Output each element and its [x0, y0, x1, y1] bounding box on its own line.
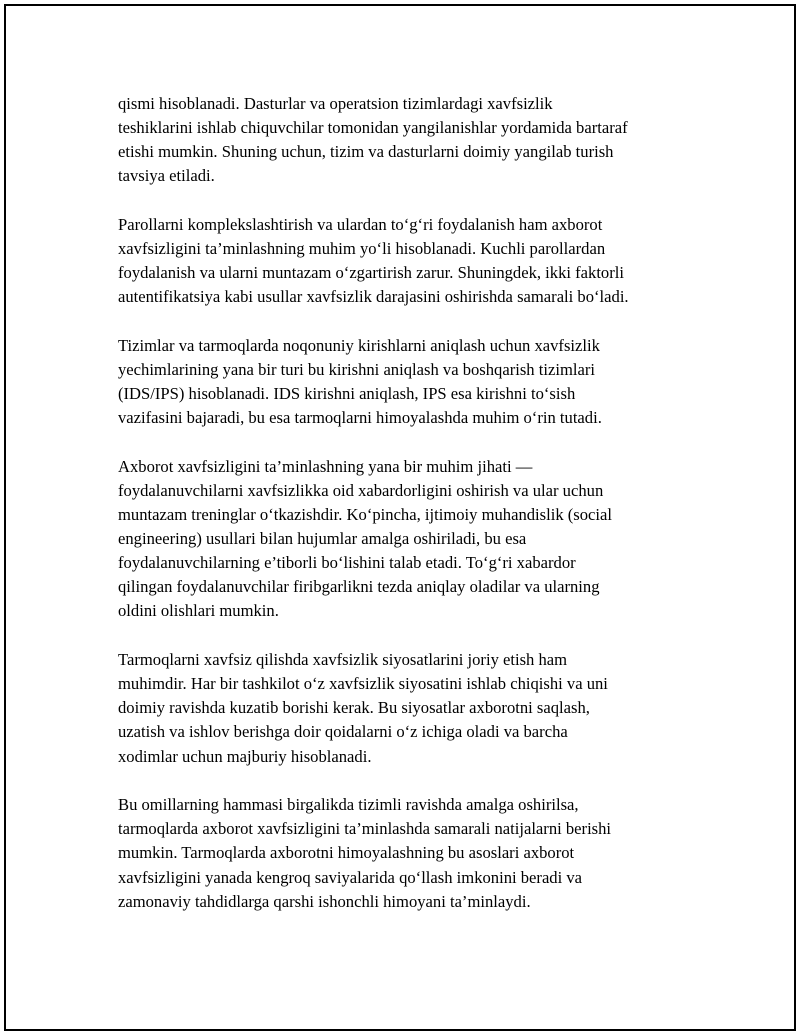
text-line: tavsiya etiladi. [118, 166, 215, 186]
text-line: xavfsizligini ta’minlashning muhim yo‘li hisoblanadi. Kuchli parollardan [118, 239, 606, 259]
paragraph-security-policies [118, 648, 678, 768]
text-line: zamonaviy tahdidlarga qarshi ishonchli himoyani ta’minlaydi. [118, 891, 531, 911]
text-line: vazifasini bajaradi, bu esa tarmoqlarni himoyalashda muhim o‘rin tutadi. [118, 408, 602, 428]
text-line: uzatish va ishlov berishga doir qoidalarni o‘z ichiga oladi va barcha [118, 722, 568, 742]
text-line: muhimdir. Har bir tashkilot o‘z xavfsizlik siyosatini ishlab chiqishi va uni [118, 674, 608, 694]
text-line: doimiy ravishda kuzatib borishi kerak. Bu siyosatlar axborotni saqlash, [118, 698, 590, 718]
paragraph-user-awareness [118, 455, 678, 624]
text-line: tarmoqlarda axborot xavfsizligini ta’minlashda samarali natijalarni berishi [118, 819, 612, 839]
paragraph-passwords [118, 213, 678, 309]
paragraph-ids-ips [118, 334, 678, 430]
text-line: autentifikatsiya kabi usullar xavfsizlik darajasini oshirishda samarali bo‘ladi. [118, 287, 629, 307]
text-line: foydalanuvchilarning e’tiborli bo‘lishini talab etadi. To‘g‘ri xabardor [118, 553, 576, 573]
text-line: xavfsizligini yanada kengroq saviyalarida qo‘llash imkonini beradi va [118, 867, 583, 887]
text-line: Tizimlar va tarmoqlarda noqonuniy kirishlarni aniqlash uchun xavfsizlik [118, 335, 600, 355]
text-line: oldini olishlari mumkin. [118, 601, 279, 621]
text-line: mumkin. Tarmoqlarda axborotni himoyalashning bu asoslari axborot [118, 843, 575, 863]
text-line: muntazam treninglar o‘tkazishdir. Ko‘pincha, ijtimoiy muhandislik (social [118, 505, 613, 525]
text-line: Parollarni komplekslashtirish va ulardan to‘g‘ri foydalanish ham axborot [118, 214, 603, 234]
text-line: (IDS/IPS) hisoblanadi. IDS kirishni aniqlash, IPS esa kirishni to‘sish [118, 384, 576, 404]
text-line: foydalanish va ularni muntazam o‘zgartirish zarur. Shuningdek, ikki faktorli [118, 263, 624, 283]
document-body [118, 92, 678, 938]
text-line: yechimlarining yana bir turi bu kirishni aniqlash va boshqarish tizimlari [118, 360, 595, 380]
paragraph-software-updates [118, 92, 678, 188]
text-line: teshiklarini ishlab chiquvchilar tomonidan yangilanishlar yordamida bartaraf [118, 118, 628, 138]
text-line: engineering) usullari bilan hujumlar amalga oshiriladi, bu esa [118, 529, 527, 549]
text-line: qismi hisoblanadi. Dasturlar va operatsion tizimlardagi xavfsizlik [118, 94, 553, 113]
text-line: xodimlar uchun majburiy hisoblanadi. [118, 746, 372, 766]
paragraph-conclusion [118, 793, 678, 913]
text-line: Axborot xavfsizligini ta’minlashning yana bir muhim jihati — [118, 456, 533, 476]
text-line: qilingan foydalanuvchilar firibgarlikni tezda aniqlay oladilar va ularning [118, 577, 600, 597]
text-line: Bu omillarning hammasi birgalikda tizimli ravishda amalga oshirilsa, [118, 795, 579, 815]
text-line: foydalanuvchilarni xavfsizlikka oid xabardorligini oshirish va ular uchun [118, 481, 604, 500]
text-line: Tarmoqlarni xavfsiz qilishda xavfsizlik siyosatlarini joriy etish ham [118, 650, 568, 670]
text-line: etishi mumkin. Shuning uchun, tizim va dasturlarni doimiy yangilab turish [118, 142, 614, 162]
